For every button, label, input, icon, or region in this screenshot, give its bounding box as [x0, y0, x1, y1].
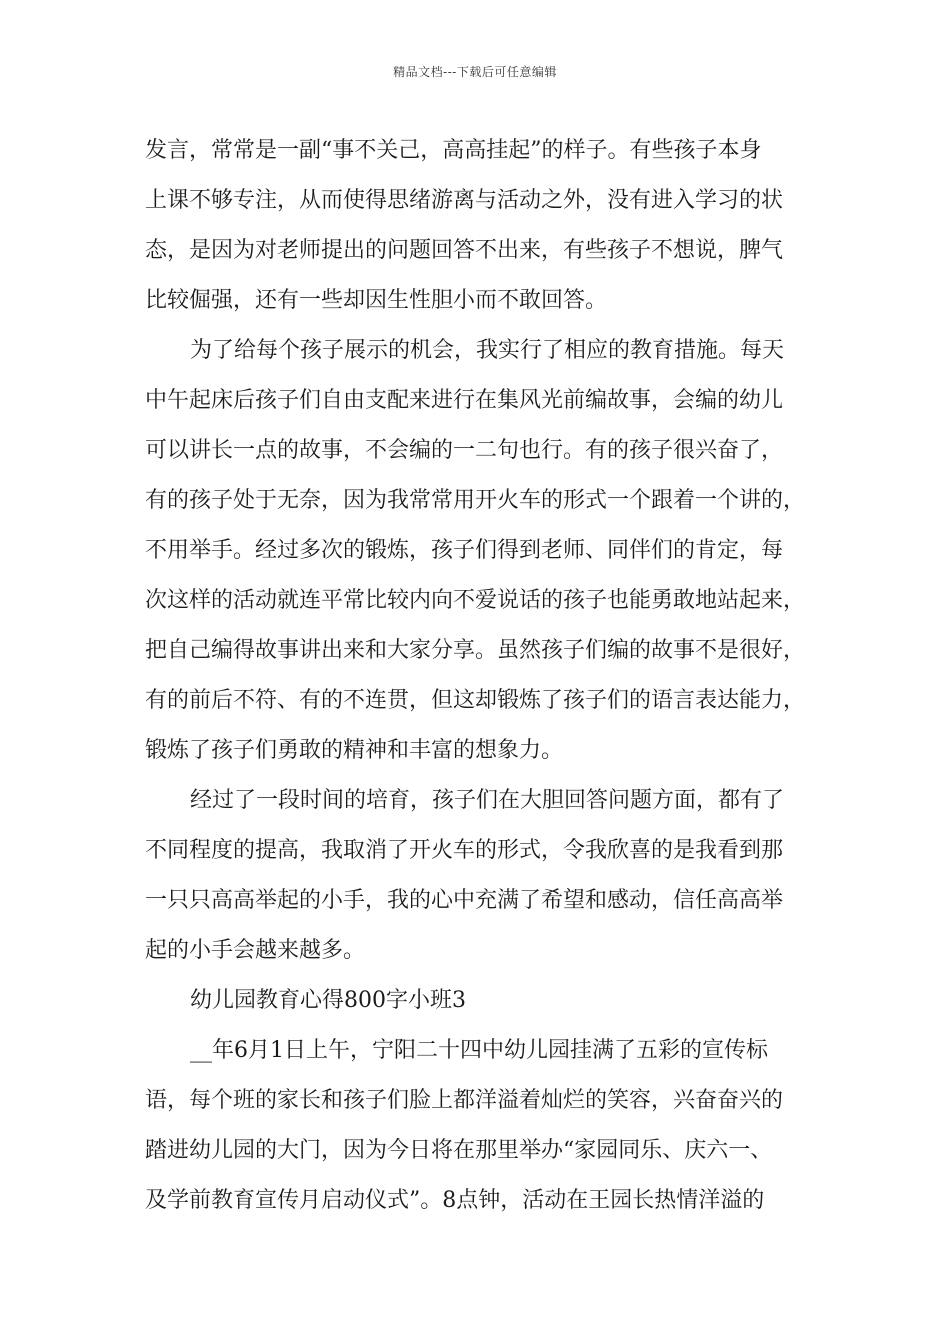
text-line: 可以讲长一点的故事，不会编的一二句也行。有的孩子很兴奋了，: [145, 438, 784, 463]
text-line: 为了给每个孩子展示的机会，我实行了相应的教育措施。每天: [190, 338, 785, 363]
paragraph-2: [145, 333, 825, 783]
section-title: 幼儿园教育心得800字小班3: [190, 988, 466, 1013]
text-line: 发言，常常是一副“事不关己，高高挂起”的样子。有些孩子本身: [145, 138, 762, 163]
text-line: 有的孩子处于无奈，因为我常常用开火车的形式一个跟着一个讲的，: [145, 488, 806, 513]
text-line: 不同程度的提高，我取消了开火车的形式，令我欣喜的是我看到那: [145, 838, 784, 863]
text-line: 次这样的活动就连平常比较内向不爱说话的孩子也能勇敢地站起来，: [145, 588, 806, 613]
text-line: 有的前后不符、有的不连贯，但这却锻炼了孩子们的语言表达能力，: [145, 688, 806, 713]
document-body: [145, 133, 825, 1233]
text-line: 起的小手会越来越多。: [145, 938, 366, 963]
text-line: 踏进幼儿园的大门，因为今日将在那里举办“家园同乐、庆六一、: [145, 1138, 773, 1163]
paragraph-3: [145, 783, 825, 983]
paragraph-1: [145, 133, 825, 333]
text-line: 上课不够专注，从而使得思绪游离与活动之外，没有进入学习的状: [145, 188, 784, 213]
text-line: 把自己编得故事讲出来和大家分享。虽然孩子们编的故事不是很好，: [145, 638, 806, 663]
text-line: 态，是因为对老师提出的问题回答不出来，有些孩子不想说，脾气: [145, 238, 784, 263]
text-line: 经过了一段时间的培育，孩子们在大胆回答问题方面，都有了: [190, 788, 785, 813]
text-line: 锻炼了孩子们勇敢的精神和丰富的想象力。: [145, 738, 564, 763]
text-line: 一只只高高举起的小手，我的心中充满了希望和感动，信任高高举: [145, 888, 784, 913]
text-line: 不用举手。经过多次的锻炼，孩子们得到老师、同伴们的肯定，每: [145, 538, 784, 563]
page-header: 精品文档---下载后可任意编辑: [393, 65, 557, 79]
text-line: 语，每个班的家长和孩子们脸上都洋溢着灿烂的笑容，兴奋奋兴的: [145, 1088, 784, 1113]
text-line: __年6月1日上午，宁阳二十四中幼儿园挂满了五彩的宣传标: [190, 1038, 768, 1063]
section-heading: [145, 983, 825, 1033]
paragraph-4: [145, 1033, 825, 1233]
text-line: 及学前教育宣传月启动仪式”。8点钟，活动在王园长热情洋溢的: [145, 1188, 765, 1213]
text-line: 中午起床后孩子们自由支配来进行在集风光前编故事，会编的幼儿: [145, 388, 784, 413]
text-line: 比较倔强，还有一些却因生性胆小而不敢回答。: [145, 288, 608, 313]
